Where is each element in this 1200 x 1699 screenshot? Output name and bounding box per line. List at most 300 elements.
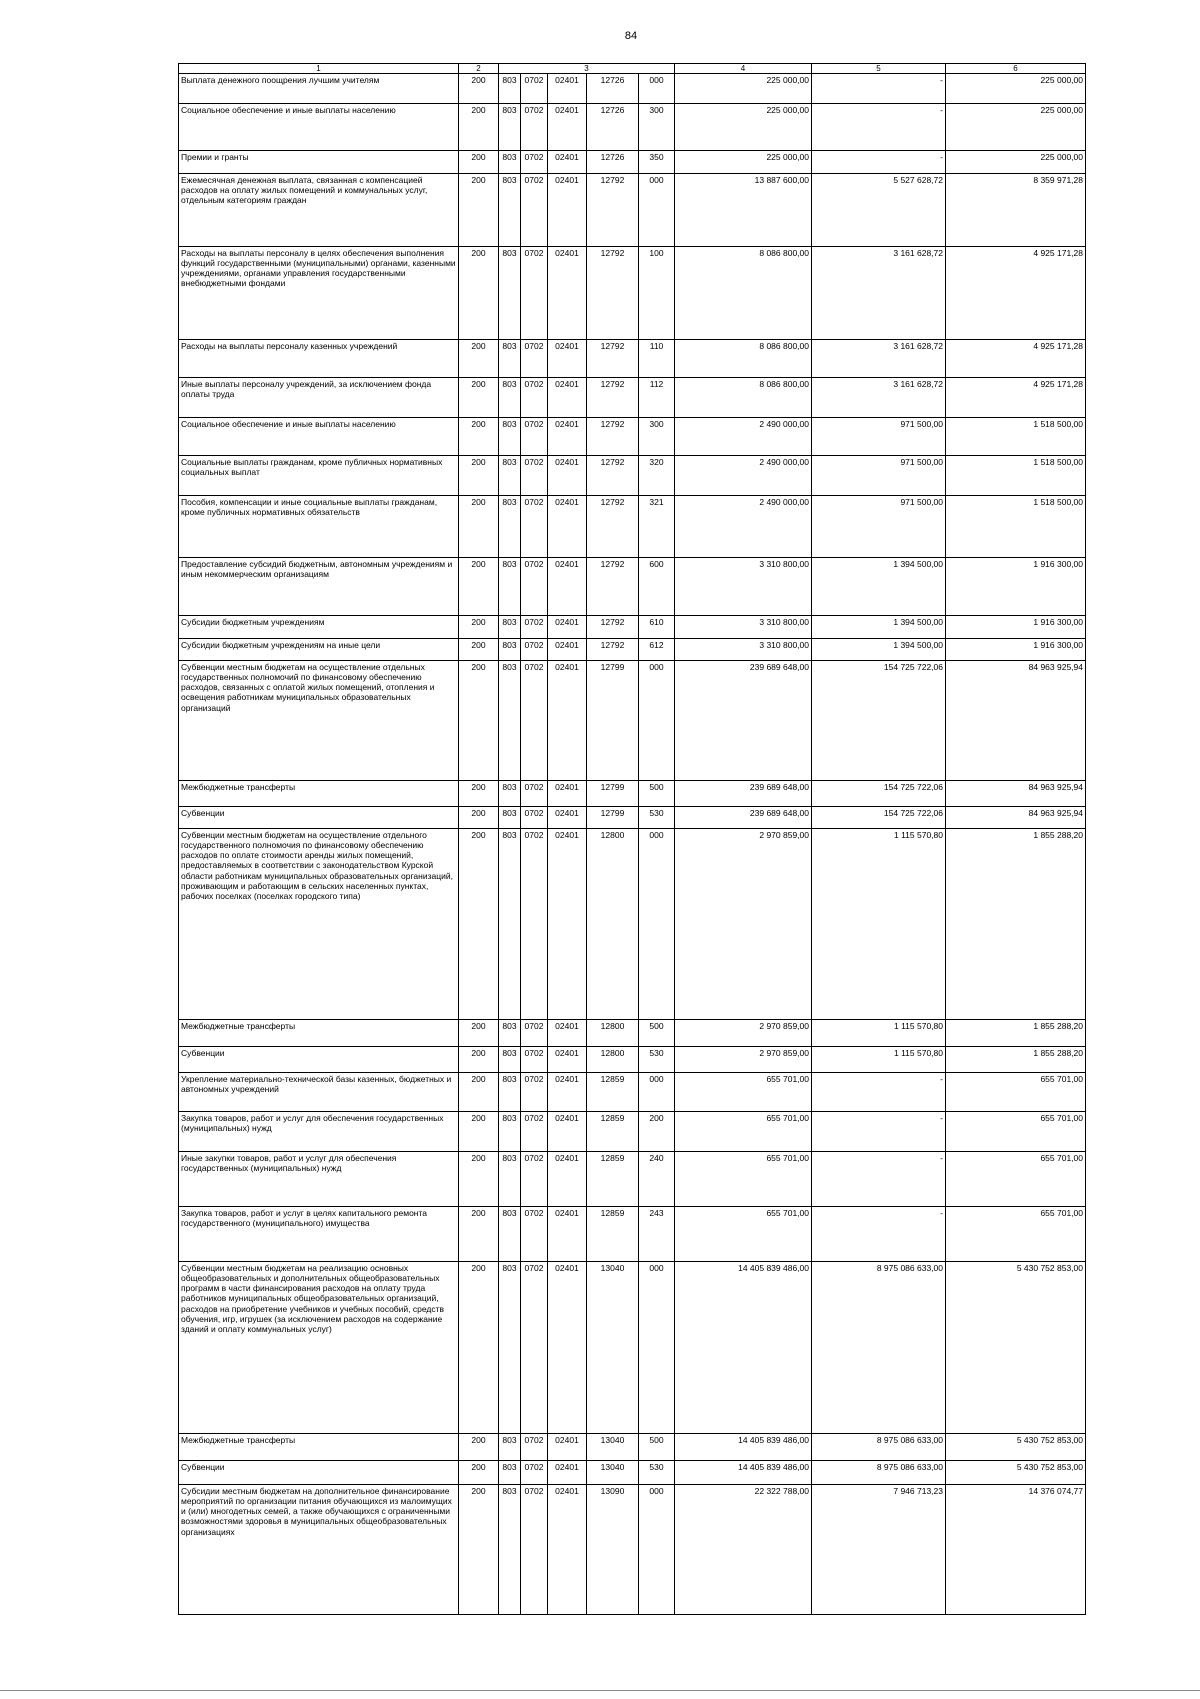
code-section: 0702 [521, 558, 548, 616]
code-section: 0702 [521, 1262, 548, 1434]
code-ministry: 803 [499, 1461, 521, 1485]
code-direction: 12726 [587, 104, 639, 151]
code-expense-type: 300 [639, 104, 675, 151]
value-col6: 4 925 171,28 [946, 247, 1086, 340]
col2-code: 200 [459, 558, 499, 616]
row-name: Субсидии бюджетным учреждениям [179, 616, 459, 639]
table-row [179, 1112, 1086, 1152]
code-section: 0702 [521, 1073, 548, 1112]
value-col5: 1 394 500,00 [812, 558, 946, 616]
row-name: Субсидии бюджетным учреждениям на иные цели [179, 639, 459, 661]
code-section: 0702 [521, 829, 548, 1020]
code-ministry: 803 [499, 378, 521, 418]
table-row [179, 151, 1086, 174]
table-row [179, 1073, 1086, 1112]
code-expense-type: 530 [639, 1461, 675, 1485]
code-expense-type: 243 [639, 1207, 675, 1262]
code-program: 02401 [548, 74, 587, 104]
value-col6: 4 925 171,28 [946, 340, 1086, 378]
code-ministry: 803 [499, 456, 521, 496]
value-col6: 84 963 925,94 [946, 781, 1086, 807]
code-section: 0702 [521, 639, 548, 661]
code-ministry: 803 [499, 104, 521, 151]
code-expense-type: 350 [639, 151, 675, 174]
code-direction: 12792 [587, 456, 639, 496]
value-col6: 1 518 500,00 [946, 418, 1086, 456]
code-direction: 12799 [587, 661, 639, 781]
value-col6: 1 916 300,00 [946, 639, 1086, 661]
code-direction: 12792 [587, 174, 639, 247]
value-col4: 8 086 800,00 [675, 340, 812, 378]
row-name: Предоставление субсидий бюджетным, автономным учреждениям и иным некоммерческим организациям [179, 558, 459, 616]
code-ministry: 803 [499, 496, 521, 558]
code-ministry: 803 [499, 1073, 521, 1112]
col2-code: 200 [459, 639, 499, 661]
col2-code: 200 [459, 1112, 499, 1152]
code-direction: 12859 [587, 1207, 639, 1262]
table-row [179, 616, 1086, 639]
value-col5: - [812, 74, 946, 104]
value-col4: 239 689 648,00 [675, 807, 812, 829]
code-expense-type: 500 [639, 1020, 675, 1047]
code-direction: 12859 [587, 1073, 639, 1112]
value-col6: 1 855 288,20 [946, 1047, 1086, 1073]
code-ministry: 803 [499, 616, 521, 639]
value-col6: 8 359 971,28 [946, 174, 1086, 247]
code-ministry: 803 [499, 639, 521, 661]
value-col4: 2 490 000,00 [675, 496, 812, 558]
code-expense-type: 112 [639, 378, 675, 418]
code-direction: 12859 [587, 1112, 639, 1152]
col2-code: 200 [459, 74, 499, 104]
column-header: 1 [179, 64, 459, 74]
table-row [179, 1152, 1086, 1207]
col2-code: 200 [459, 661, 499, 781]
code-direction: 12792 [587, 418, 639, 456]
value-col4: 2 490 000,00 [675, 456, 812, 496]
table-row [179, 456, 1086, 496]
table-row [179, 74, 1086, 104]
value-col5: 8 975 086 633,00 [812, 1262, 946, 1434]
value-col4: 14 405 839 486,00 [675, 1262, 812, 1434]
col2-code: 200 [459, 340, 499, 378]
code-ministry: 803 [499, 340, 521, 378]
table-row [179, 829, 1086, 1020]
code-section: 0702 [521, 74, 548, 104]
value-col5: 154 725 722,06 [812, 781, 946, 807]
col2-code: 200 [459, 378, 499, 418]
row-name: Субвенции местным бюджетам на осуществление отдельного государственного полномочия по финансовому обеспечению расходов по оплате стоимости аренды жилых помещений, предоставляемых в соответствии с законодательством Курской области работникам муниципальных образовательных организаций, проживающим и работающим в сельских населенных пунктах, рабочих поселках (поселках городского типа) [179, 829, 459, 1020]
col2-code: 200 [459, 1073, 499, 1112]
code-ministry: 803 [499, 151, 521, 174]
table-row [179, 104, 1086, 151]
value-col6: 1 916 300,00 [946, 558, 1086, 616]
column-header-row [179, 64, 1086, 74]
code-expense-type: 000 [639, 1073, 675, 1112]
col2-code: 200 [459, 1020, 499, 1047]
value-col6: 225 000,00 [946, 104, 1086, 151]
code-program: 02401 [548, 781, 587, 807]
code-direction: 13040 [587, 1434, 639, 1461]
table-row [179, 1485, 1086, 1615]
code-direction: 12859 [587, 1152, 639, 1207]
value-col4: 655 701,00 [675, 1112, 812, 1152]
code-section: 0702 [521, 1152, 548, 1207]
code-program: 02401 [548, 1073, 587, 1112]
col2-code: 200 [459, 174, 499, 247]
row-name: Субсидии местным бюджетам на дополнительное финансирование мероприятий по организации питания обучающихся из малоимущих и (или) многодетных семей, а также обучающихся с ограниченными возможностями здоровья в муниципальных общеобразовательных организациях [179, 1485, 459, 1615]
value-col5: 1 115 570,80 [812, 829, 946, 1020]
value-col4: 225 000,00 [675, 74, 812, 104]
table-row [179, 496, 1086, 558]
code-section: 0702 [521, 1020, 548, 1047]
code-program: 02401 [548, 247, 587, 340]
code-program: 02401 [548, 456, 587, 496]
code-program: 02401 [548, 1207, 587, 1262]
value-col4: 13 887 600,00 [675, 174, 812, 247]
row-name: Субвенции местным бюджетам на реализацию основных общеобразовательных и дополнительных общеобразовательных программ в части финансирования расходов на оплату труда работников муниципальных общеобразовательных организаций, расходов на приобретение учебников и учебных пособий, средств обучения, игр, игрушек (за исключением расходов на содержание зданий и оплату коммунальных услуг) [179, 1262, 459, 1434]
column-header: 6 [946, 64, 1086, 74]
code-program: 02401 [548, 639, 587, 661]
code-ministry: 803 [499, 558, 521, 616]
value-col5: 8 975 086 633,00 [812, 1434, 946, 1461]
row-name: Субвенции [179, 1047, 459, 1073]
table-row [179, 418, 1086, 456]
table-row [179, 661, 1086, 781]
value-col6: 1 855 288,20 [946, 1020, 1086, 1047]
row-name: Закупка товаров, работ и услуг в целях капитального ремонта государственного (муниципального) имущества [179, 1207, 459, 1262]
row-name: Социальные выплаты гражданам, кроме публичных нормативных социальных выплат [179, 456, 459, 496]
code-ministry: 803 [499, 1207, 521, 1262]
value-col6: 1 518 500,00 [946, 496, 1086, 558]
code-section: 0702 [521, 781, 548, 807]
code-section: 0702 [521, 616, 548, 639]
code-expense-type: 000 [639, 174, 675, 247]
code-expense-type: 500 [639, 1434, 675, 1461]
code-program: 02401 [548, 1020, 587, 1047]
code-direction: 13040 [587, 1262, 639, 1434]
value-col6: 5 430 752 853,00 [946, 1262, 1086, 1434]
code-expense-type: 600 [639, 558, 675, 616]
code-expense-type: 530 [639, 1047, 675, 1073]
col2-code: 200 [459, 1485, 499, 1615]
row-name: Социальное обеспечение и иные выплаты населению [179, 418, 459, 456]
code-program: 02401 [548, 1262, 587, 1434]
code-ministry: 803 [499, 781, 521, 807]
table-row [179, 340, 1086, 378]
code-section: 0702 [521, 1112, 548, 1152]
row-name: Социальное обеспечение и иные выплаты населению [179, 104, 459, 151]
code-ministry: 803 [499, 661, 521, 781]
col2-code: 200 [459, 1434, 499, 1461]
value-col5: 971 500,00 [812, 456, 946, 496]
code-section: 0702 [521, 1047, 548, 1073]
value-col6: 14 376 074,77 [946, 1485, 1086, 1615]
budget-table [178, 63, 1086, 1615]
col2-code: 200 [459, 807, 499, 829]
col2-code: 200 [459, 247, 499, 340]
code-program: 02401 [548, 1152, 587, 1207]
value-col6: 655 701,00 [946, 1112, 1086, 1152]
col2-code: 200 [459, 1262, 499, 1434]
code-program: 02401 [548, 104, 587, 151]
table-row [179, 1020, 1086, 1047]
code-program: 02401 [548, 616, 587, 639]
code-ministry: 803 [499, 174, 521, 247]
table-row [179, 558, 1086, 616]
value-col4: 655 701,00 [675, 1207, 812, 1262]
col2-code: 200 [459, 151, 499, 174]
code-expense-type: 610 [639, 616, 675, 639]
table-row [179, 1047, 1086, 1073]
value-col5: - [812, 151, 946, 174]
code-ministry: 803 [499, 74, 521, 104]
row-name: Премии и гранты [179, 151, 459, 174]
code-direction: 12792 [587, 378, 639, 418]
value-col4: 8 086 800,00 [675, 247, 812, 340]
code-ministry: 803 [499, 1152, 521, 1207]
col2-code: 200 [459, 1047, 499, 1073]
value-col6: 84 963 925,94 [946, 661, 1086, 781]
value-col6: 655 701,00 [946, 1207, 1086, 1262]
col2-code: 200 [459, 418, 499, 456]
table-row [179, 781, 1086, 807]
code-section: 0702 [521, 496, 548, 558]
row-name: Укрепление материально-технической базы казенных, бюджетных и автономных учреждений [179, 1073, 459, 1112]
code-direction: 12792 [587, 616, 639, 639]
value-col5: 8 975 086 633,00 [812, 1461, 946, 1485]
code-direction: 13090 [587, 1485, 639, 1615]
value-col6: 5 430 752 853,00 [946, 1461, 1086, 1485]
code-section: 0702 [521, 807, 548, 829]
code-section: 0702 [521, 456, 548, 496]
row-name: Межбюджетные трансферты [179, 781, 459, 807]
value-col6: 225 000,00 [946, 151, 1086, 174]
row-name: Иные закупки товаров, работ и услуг для обеспечения государственных (муниципальных) нужд [179, 1152, 459, 1207]
row-name: Межбюджетные трансферты [179, 1020, 459, 1047]
code-expense-type: 000 [639, 74, 675, 104]
code-section: 0702 [521, 151, 548, 174]
code-program: 02401 [548, 661, 587, 781]
code-program: 02401 [548, 1434, 587, 1461]
col2-code: 200 [459, 496, 499, 558]
col2-code: 200 [459, 829, 499, 1020]
value-col5: - [812, 1207, 946, 1262]
table-row [179, 378, 1086, 418]
code-expense-type: 000 [639, 1262, 675, 1434]
code-ministry: 803 [499, 1112, 521, 1152]
value-col4: 225 000,00 [675, 104, 812, 151]
code-direction: 12800 [587, 1020, 639, 1047]
table-row [179, 639, 1086, 661]
code-ministry: 803 [499, 807, 521, 829]
column-header: 5 [812, 64, 946, 74]
code-section: 0702 [521, 340, 548, 378]
value-col5: - [812, 1073, 946, 1112]
code-section: 0702 [521, 247, 548, 340]
value-col6: 655 701,00 [946, 1073, 1086, 1112]
value-col4: 3 310 800,00 [675, 616, 812, 639]
code-expense-type: 500 [639, 781, 675, 807]
code-expense-type: 530 [639, 807, 675, 829]
table-body [179, 74, 1086, 1615]
value-col5: 154 725 722,06 [812, 661, 946, 781]
code-expense-type: 200 [639, 1112, 675, 1152]
code-direction: 12726 [587, 151, 639, 174]
code-program: 02401 [548, 496, 587, 558]
code-direction: 12792 [587, 496, 639, 558]
code-program: 02401 [548, 340, 587, 378]
value-col5: 3 161 628,72 [812, 247, 946, 340]
code-section: 0702 [521, 174, 548, 247]
column-header: 3 [499, 64, 675, 74]
col2-code: 200 [459, 1152, 499, 1207]
code-direction: 12800 [587, 1047, 639, 1073]
value-col5: 7 946 713,23 [812, 1485, 946, 1615]
value-col4: 8 086 800,00 [675, 378, 812, 418]
row-name: Закупка товаров, работ и услуг для обеспечения государственных (муниципальных) нужд [179, 1112, 459, 1152]
value-col4: 3 310 800,00 [675, 558, 812, 616]
value-col4: 2 970 859,00 [675, 829, 812, 1020]
value-col5: 1 115 570,80 [812, 1020, 946, 1047]
code-expense-type: 110 [639, 340, 675, 378]
code-expense-type: 000 [639, 829, 675, 1020]
value-col6: 4 925 171,28 [946, 378, 1086, 418]
value-col4: 14 405 839 486,00 [675, 1461, 812, 1485]
code-direction: 12792 [587, 247, 639, 340]
value-col5: 3 161 628,72 [812, 340, 946, 378]
value-col4: 225 000,00 [675, 151, 812, 174]
value-col5: 1 394 500,00 [812, 639, 946, 661]
code-ministry: 803 [499, 1047, 521, 1073]
value-col6: 1 855 288,20 [946, 829, 1086, 1020]
value-col5: 3 161 628,72 [812, 378, 946, 418]
code-section: 0702 [521, 378, 548, 418]
code-direction: 12799 [587, 781, 639, 807]
value-col6: 1 518 500,00 [946, 456, 1086, 496]
page-edge-rule [0, 1690, 1200, 1691]
row-name: Выплата денежного поощрения лучшим учителям [179, 74, 459, 104]
code-expense-type: 000 [639, 1485, 675, 1615]
row-name: Субвенции [179, 807, 459, 829]
row-name: Субвенции местным бюджетам на осуществление отдельных государственных полномочий по финансовому обеспечению расходов, связанных с оплатой жилых помещений, отопления и освещения работникам муниципальных образовательных организаций [179, 661, 459, 781]
code-ministry: 803 [499, 1485, 521, 1615]
value-col5: - [812, 1112, 946, 1152]
value-col5: 154 725 722,06 [812, 807, 946, 829]
code-direction: 12792 [587, 340, 639, 378]
code-expense-type: 000 [639, 661, 675, 781]
col2-code: 200 [459, 456, 499, 496]
code-ministry: 803 [499, 418, 521, 456]
row-name: Ежемесячная денежная выплата, связанная с компенсацией расходов на оплату жилых помещений и коммунальных услуг, отдельным категориям граждан [179, 174, 459, 247]
value-col6: 1 916 300,00 [946, 616, 1086, 639]
value-col5: - [812, 1152, 946, 1207]
code-section: 0702 [521, 1434, 548, 1461]
code-expense-type: 100 [639, 247, 675, 340]
value-col5: 971 500,00 [812, 496, 946, 558]
table-row [179, 1434, 1086, 1461]
code-expense-type: 612 [639, 639, 675, 661]
code-program: 02401 [548, 1047, 587, 1073]
row-name: Расходы на выплаты персоналу казенных учреждений [179, 340, 459, 378]
column-header: 2 [459, 64, 499, 74]
value-col4: 22 322 788,00 [675, 1485, 812, 1615]
col2-code: 200 [459, 104, 499, 151]
code-program: 02401 [548, 807, 587, 829]
code-program: 02401 [548, 829, 587, 1020]
code-ministry: 803 [499, 1020, 521, 1047]
page-number: 84 [624, 30, 638, 42]
code-expense-type: 300 [639, 418, 675, 456]
table-row [179, 247, 1086, 340]
code-section: 0702 [521, 418, 548, 456]
code-direction: 12799 [587, 807, 639, 829]
value-col4: 239 689 648,00 [675, 661, 812, 781]
value-col4: 655 701,00 [675, 1152, 812, 1207]
col2-code: 200 [459, 1207, 499, 1262]
code-program: 02401 [548, 558, 587, 616]
code-section: 0702 [521, 1485, 548, 1615]
row-name: Межбюджетные трансферты [179, 1434, 459, 1461]
table-row [179, 1262, 1086, 1434]
code-section: 0702 [521, 104, 548, 151]
code-program: 02401 [548, 151, 587, 174]
code-expense-type: 321 [639, 496, 675, 558]
row-name: Расходы на выплаты персоналу в целях обеспечения выполнения функций государственными (муниципальными) органами, казенными учреждениями, органами управления государственными внебюджетными фондами [179, 247, 459, 340]
code-ministry: 803 [499, 1434, 521, 1461]
code-program: 02401 [548, 174, 587, 247]
code-direction: 12792 [587, 558, 639, 616]
code-expense-type: 320 [639, 456, 675, 496]
value-col4: 14 405 839 486,00 [675, 1434, 812, 1461]
row-name: Иные выплаты персоналу учреждений, за исключением фонда оплаты труда [179, 378, 459, 418]
value-col4: 2 970 859,00 [675, 1020, 812, 1047]
value-col4: 655 701,00 [675, 1073, 812, 1112]
value-col5: 1 115 570,80 [812, 1047, 946, 1073]
col2-code: 200 [459, 1461, 499, 1485]
value-col6: 84 963 925,94 [946, 807, 1086, 829]
code-section: 0702 [521, 661, 548, 781]
value-col5: 5 527 628,72 [812, 174, 946, 247]
code-program: 02401 [548, 378, 587, 418]
table-row [179, 807, 1086, 829]
value-col6: 5 430 752 853,00 [946, 1434, 1086, 1461]
value-col4: 239 689 648,00 [675, 781, 812, 807]
code-program: 02401 [548, 1461, 587, 1485]
code-program: 02401 [548, 418, 587, 456]
code-program: 02401 [548, 1485, 587, 1615]
code-program: 02401 [548, 1112, 587, 1152]
code-direction: 12792 [587, 639, 639, 661]
code-direction: 12800 [587, 829, 639, 1020]
row-name: Пособия, компенсации и иные социальные выплаты гражданам, кроме публичных нормативных обязательств [179, 496, 459, 558]
col2-code: 200 [459, 781, 499, 807]
value-col5: 971 500,00 [812, 418, 946, 456]
code-direction: 13040 [587, 1461, 639, 1485]
table-row [179, 1461, 1086, 1485]
table-row [179, 1207, 1086, 1262]
code-expense-type: 240 [639, 1152, 675, 1207]
code-ministry: 803 [499, 1262, 521, 1434]
value-col5: 1 394 500,00 [812, 616, 946, 639]
code-direction: 12726 [587, 74, 639, 104]
value-col4: 2 970 859,00 [675, 1047, 812, 1073]
code-section: 0702 [521, 1207, 548, 1262]
value-col4: 3 310 800,00 [675, 639, 812, 661]
row-name: Субвенции [179, 1461, 459, 1485]
code-ministry: 803 [499, 829, 521, 1020]
code-ministry: 803 [499, 247, 521, 340]
